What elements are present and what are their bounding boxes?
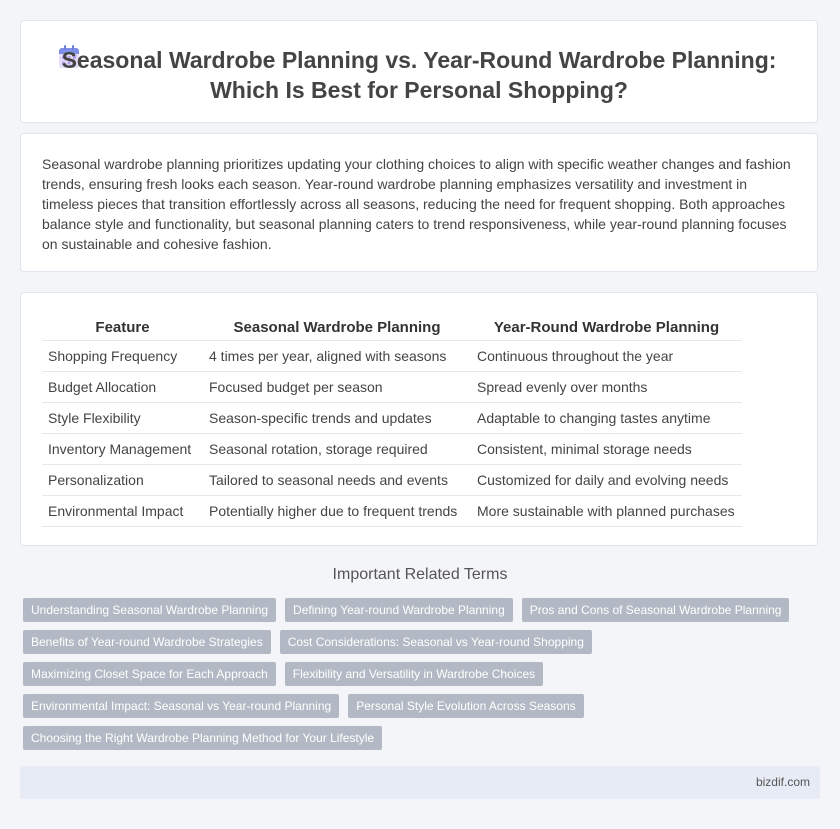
tag-row (23, 662, 803, 686)
tag-row (23, 726, 803, 750)
table-cell: Spread evenly over months (471, 372, 742, 403)
table-row (42, 434, 742, 465)
table-cell: Environmental Impact (42, 496, 203, 527)
table-cell: Adaptable to changing tastes anytime (471, 403, 742, 434)
table-cell: Focused budget per season (203, 372, 471, 403)
table-cell: Budget Allocation (42, 372, 203, 403)
comparison-table (42, 314, 742, 527)
footer (20, 766, 820, 799)
column-header-seasonal: Seasonal Wardrobe Planning (203, 314, 471, 341)
table-cell: Customized for daily and evolving needs (471, 465, 742, 496)
table-cell: Continuous throughout the year (471, 341, 742, 372)
table-row (42, 341, 742, 372)
page-title-line1: Seasonal Wardrobe Planning vs. Year-Round Wardrobe Planning: (61, 47, 777, 73)
table-cell: Inventory Management (42, 434, 203, 465)
intro-card (20, 133, 818, 272)
table-row (42, 372, 742, 403)
table-header-row (42, 314, 742, 341)
table-cell: Style Flexibility (42, 403, 203, 434)
title-card (20, 20, 818, 123)
table-cell: Seasonal rotation, storage required (203, 434, 471, 465)
related-term-tag[interactable]: Flexibility and Versatility in Wardrobe Choices (285, 662, 543, 686)
column-header-year-round: Year-Round Wardrobe Planning (471, 314, 742, 341)
intro-paragraph: Seasonal wardrobe planning prioritizes updating your clothing choices to align with specific weather changes and fashion trends, ensuring fresh looks each season. Year-round wardrobe planning emphasizes versatility and investment in timeless pieces that transition effortlessly across all seasons, reducing the need for frequent shopping. Both approaches balance style and functionality, but seasonal planning caters to trend responsiveness, while year-round planning focuses on sustainable and cohesive fashion. (42, 156, 791, 252)
table-row (42, 465, 742, 496)
table-cell: Shopping Frequency (42, 341, 203, 372)
related-term-tag[interactable]: Environmental Impact: Seasonal vs Year-round Planning (23, 694, 339, 718)
table-cell: Potentially higher due to frequent trends (203, 496, 471, 527)
related-term-tag[interactable]: Cost Considerations: Seasonal vs Year-round Shopping (280, 630, 592, 654)
tag-row (23, 598, 803, 622)
related-term-tag[interactable]: Pros and Cons of Seasonal Wardrobe Planning (522, 598, 790, 622)
related-terms-heading: Important Related Terms (332, 566, 508, 583)
table-cell: Consistent, minimal storage needs (471, 434, 742, 465)
tag-row (23, 694, 803, 718)
related-term-tag[interactable]: Benefits of Year-round Wardrobe Strategies (23, 630, 271, 654)
page-title (21, 45, 817, 105)
table-cell: Tailored to seasonal needs and events (203, 465, 471, 496)
column-header-feature: Feature (42, 314, 203, 341)
related-term-tag[interactable]: Choosing the Right Wardrobe Planning Method for Your Lifestyle (23, 726, 382, 750)
table-cell: Season-specific trends and updates (203, 403, 471, 434)
tag-row (23, 630, 803, 654)
comparison-card (20, 292, 818, 546)
table-row (42, 403, 742, 434)
page-title-line2: Which Is Best for Personal Shopping? (210, 77, 628, 103)
related-term-tag[interactable]: Maximizing Closet Space for Each Approach (23, 662, 276, 686)
related-term-tag[interactable]: Personal Style Evolution Across Seasons (348, 694, 583, 718)
table-cell: More sustainable with planned purchases (471, 496, 742, 527)
footer-site-link[interactable]: bizdif.com (755, 775, 810, 789)
related-term-tag[interactable]: Defining Year-round Wardrobe Planning (285, 598, 513, 622)
table-row (42, 496, 742, 527)
table-cell: Personalization (42, 465, 203, 496)
table-cell: 4 times per year, aligned with seasons (203, 341, 471, 372)
related-term-tag[interactable]: Understanding Seasonal Wardrobe Planning (23, 598, 276, 622)
related-terms-list (23, 598, 803, 758)
